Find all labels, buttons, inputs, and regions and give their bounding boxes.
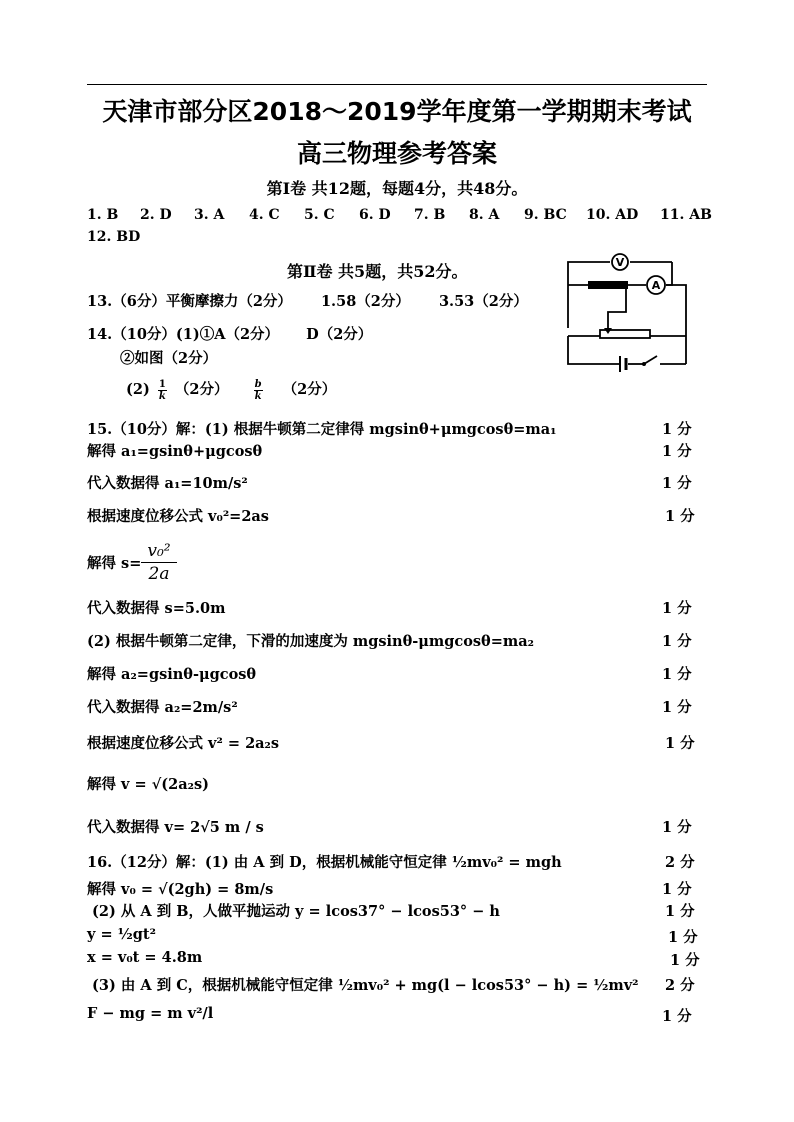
answer-item: 3. A bbox=[194, 207, 225, 223]
score: 1 分 bbox=[662, 819, 692, 836]
page-subtitle: 高三物理参考答案 bbox=[296, 139, 497, 168]
solution-line: 代入数据得 v= 2√5 m / s bbox=[87, 819, 264, 836]
solution-line: 解得 v₀ = √(2gh) = 8m/s bbox=[87, 881, 274, 898]
score: 1 分 bbox=[662, 600, 692, 617]
solution-line: 解得 a₂=gsinθ-μgcosθ bbox=[87, 666, 257, 683]
answer-item: 1. B bbox=[87, 207, 119, 223]
q14-line2: ②如图（2分） bbox=[120, 350, 218, 367]
answer-item: 4. C bbox=[249, 207, 280, 223]
part1-heading: 第Ⅰ卷 共12题，每题4分，共48分。 bbox=[266, 179, 528, 198]
score: 1 分 bbox=[662, 443, 692, 460]
score: 2 分 bbox=[665, 854, 695, 871]
solution-line: 解得 v = √(2a₂s) bbox=[87, 776, 209, 793]
solution-line: 代入数据得 s=5.0m bbox=[87, 600, 226, 617]
score: 1 分 bbox=[665, 735, 695, 752]
solution-line: 16.（12分）解：(1) 由 A 到 D，根据机械能守恒定律 ½mv₀² = mgh bbox=[87, 854, 562, 871]
q14-line3: (2) $\frac{1}{k}$ （2分） $\frac{b}{k}$ （2分） bbox=[126, 378, 337, 402]
solution-line: 根据速度位移公式 v² = 2a₂s bbox=[87, 735, 280, 752]
solution-line: y = ½gt² bbox=[87, 926, 156, 943]
solution-line: F − mg = m v²/l bbox=[87, 1005, 214, 1022]
answer-item: 2. D bbox=[140, 207, 172, 223]
score: 1 分 bbox=[665, 508, 695, 525]
page-title: 天津市部分区2018～2019学年度第一学期期末考试 bbox=[102, 97, 692, 126]
q13-answer: 13.（6分）平衡摩擦力（2分） 1.58（2分） 3.53（2分） bbox=[87, 293, 528, 310]
score: 1 分 bbox=[662, 699, 692, 716]
solution-line: 代入数据得 a₂=2m/s² bbox=[87, 699, 238, 716]
svg-text:V: V bbox=[615, 256, 625, 269]
svg-text:A: A bbox=[651, 279, 661, 292]
answer-item: 8. A bbox=[469, 207, 500, 223]
solution-line: x = v₀t = 4.8m bbox=[87, 949, 203, 966]
circuit-diagram bbox=[560, 250, 694, 372]
solution-line: (2) 根据牛顿第二定律，下滑的加速度为 mgsinθ-μmgcosθ=ma₂ bbox=[87, 633, 534, 650]
score: 1 分 bbox=[662, 475, 692, 492]
solution-line: 15.（10分）解：(1) 根据牛顿第二定律得 mgsinθ+μmgcosθ=ma₁ bbox=[87, 421, 557, 438]
solution-line: 代入数据得 a₁=10m/s² bbox=[87, 475, 248, 492]
score: 1 分 bbox=[662, 633, 692, 650]
answer-item: 12. BD bbox=[87, 229, 141, 245]
score: 1 分 bbox=[662, 421, 692, 438]
answer-item: 7. B bbox=[414, 207, 446, 223]
score: 2 分 bbox=[665, 977, 695, 994]
score: 1 分 bbox=[662, 881, 692, 898]
score: 1 分 bbox=[668, 929, 698, 946]
solution-line: (3) 由 A 到 C，根据机械能守恒定律 ½mv₀² + mg(l − lcos53° − h) = ½mv² bbox=[92, 977, 639, 994]
answer-item: 11. AB bbox=[660, 207, 712, 223]
solution-line: 解得 s= $\frac{\text{v₀²}}{2a}$ bbox=[87, 540, 177, 585]
score: 1 分 bbox=[662, 1008, 692, 1025]
top-rule bbox=[87, 84, 707, 85]
answer-item: 5. C bbox=[304, 207, 335, 223]
answer-item: 9. BC bbox=[524, 207, 567, 223]
answer-item: 6. D bbox=[359, 207, 391, 223]
score: 1 分 bbox=[670, 952, 700, 969]
score: 1 分 bbox=[662, 666, 692, 683]
score: 1 分 bbox=[665, 903, 695, 920]
q14-line1: 14.（10分）(1)①A（2分） D（2分） bbox=[87, 326, 373, 343]
answer-item: 10. AD bbox=[586, 207, 639, 223]
solution-line: 根据速度位移公式 v₀²=2as bbox=[87, 508, 269, 525]
part2-heading: 第Ⅱ卷 共5题，共52分。 bbox=[287, 262, 468, 281]
solution-line: (2) 从 A 到 B，人做平抛运动 y = lcos37° − lcos53° − h bbox=[92, 903, 500, 920]
solution-line: 解得 a₁=gsinθ+μgcosθ bbox=[87, 443, 263, 460]
